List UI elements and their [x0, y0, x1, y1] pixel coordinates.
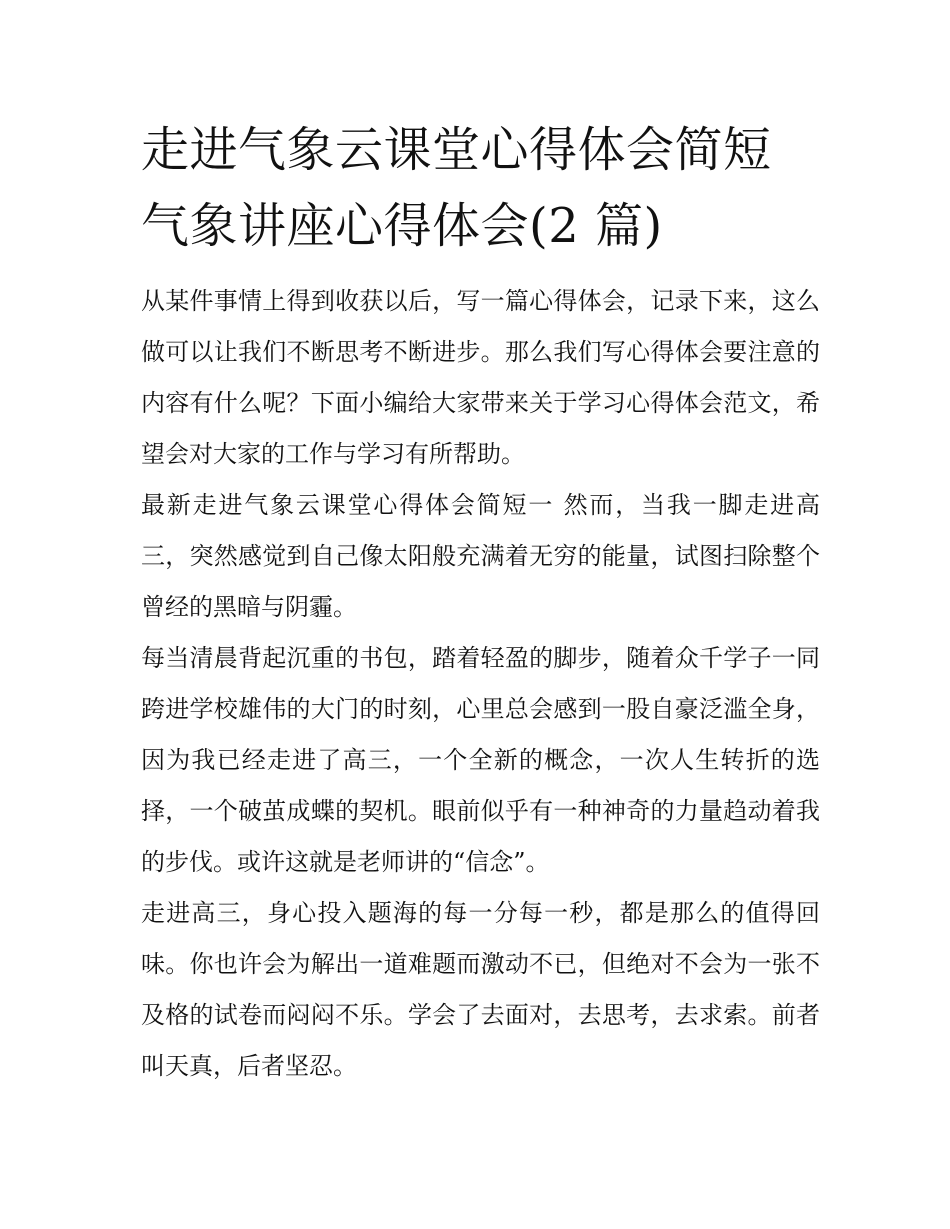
paragraph-1: 最新走进气象云课堂心得体会简短一 然而，当我一脚走进高三，突然感觉到自己像太阳般充满着无穷的能量，试图扫除整个曾经的黑暗与阴霾。 — [141, 491, 820, 621]
title-line-1: 走进气象云课堂心得体会简短 — [141, 122, 772, 178]
title-line-2: 气象讲座心得体会(2 篇) — [141, 198, 663, 254]
paragraph-3: 走进高三，身心投入题海的每一分每一秒，都是那么的值得回味。你也许会为解出一道难题而激动不已，但绝对不会为一张不及格的试卷而闷闷不乐。学会了去面对，去思考，去求索。前者叫天真，后者坚忍。 — [141, 899, 820, 1080]
paragraph-intro: 从某件事情上得到收获以后，写一篇心得体会，记录下来，这么做可以让我们不断思考不断进步。那么我们写心得体会要注意的内容有什么呢？下面小编给大家带来关于学习心得体会范文，希望会对大家的工作与学习有所帮助。 — [141, 287, 820, 468]
paragraph-2: 每当清晨背起沉重的书包，踏着轻盈的脚步，随着众千学子一同跨进学校雄伟的大门的时刻，心里总会感到一股自豪泛滥全身，因为我已经走进了高三，一个全新的概念，一次人生转折的选择，一个破茧成蝶的契机。眼前似乎有一种神奇的力量趋动着我的步伐。或许这就是老师讲的“信念”。 — [141, 644, 820, 876]
document-title — [141, 112, 820, 264]
